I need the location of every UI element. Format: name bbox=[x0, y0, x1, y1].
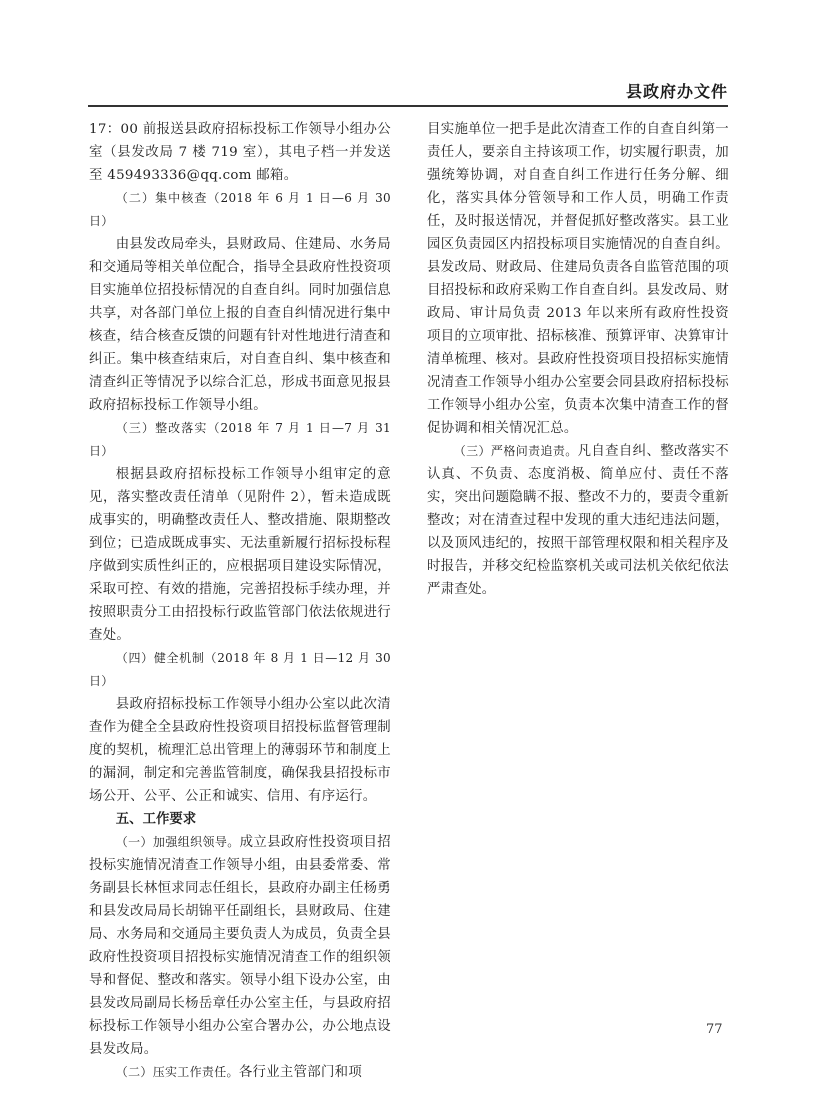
section-date: （2018 年 7 月 1 日—7 月 31 日） bbox=[89, 421, 391, 458]
item-label: （二）压实工作责任。 bbox=[115, 1065, 239, 1079]
section-date: （2018 年 8 月 1 日—12 月 30 日） bbox=[89, 651, 391, 688]
header-rule bbox=[88, 105, 728, 107]
section-label: （四）健全机制 bbox=[115, 651, 205, 665]
section-date: （2018 年 6 月 1 日—6 月 30 日） bbox=[89, 191, 391, 228]
section-heading-rectification bbox=[89, 417, 391, 463]
header-title: 县政府办文件 bbox=[625, 82, 728, 101]
item-text: 成立县政府性投资项目招投标实施情况清查工作领导小组，由县委常委、常务副县长林恒求同志任组长，县政府办副主任杨勇和县发改局局长胡锦平任副组长，县财政局、住建局、水务局和交通局主要负责人为成员，负责全县政府性投资项目招投标实施情况清查工作的组织领导和督促、整改和落实。领导小组下设办公室，由县发改局副局长杨岳章任办公室主任，与县政府招标投标工作领导小组办公室合署办公，办公地点设县发改局。 bbox=[89, 835, 391, 1057]
paragraph: 目实施单位一把手是此次清查工作的自查自纠第一责任人，要亲自主持该项工作，切实履行职责，加强统筹协调，对自查自纠工作进行任务分解、细化，落实具体分管领导和工作人员，明确工作责任，及时报送情况，并督促抓好整改落实。县工业园区负责园区内招投标项目实施情况的自查自纠。县发改局、财政局、住建局负责各自监管范围的项目招投标和政府采购工作自查自纠。县发改局、财政局、审计局负责 2013 年以来所有政府性投资项目的立项审批、招标核准、预算评审、决算审计清单梳理、核对。县政府性投资项目投招标实施情况清查工作领导小组办公室要会同县政府招标投标工作领导小组办公室，负责本次集中清查工作的督促协调和相关情况汇总。 bbox=[427, 122, 729, 436]
item-text: 凡自查自纠、整改落实不认真、不负责、态度消极、简单应付、责任不落实，突出问题隐瞒不报、整改不力的，要责令重新整改；对在清查过程中发现的重大违纪违法问题，以及顶风违纪的，按照干部管理权限和相关程序及时报告，并移交纪检监察机关或司法机关依纪依法严肃查处。 bbox=[427, 444, 729, 597]
item-label: （三）严格问责追责。 bbox=[453, 444, 578, 458]
section-label: （二）集中核查 bbox=[115, 191, 208, 205]
paragraph: 根据县政府招标投标工作领导小组审定的意见，落实整改责任清单（见附件 2），暂未造成既成事实的，明确整改责任人、整改措施、限期整改到位；已造成既成事实、无法重新履行招标投标程序做到实质性纠正的，应根据项目建设实际情况，采取可控、有效的措施，完善招投标手续办理，并按照职责分工由招投标行政监管部门依法依规进行查处。 bbox=[89, 467, 391, 643]
right-column bbox=[427, 118, 729, 601]
section-label: （三）整改落实 bbox=[115, 421, 208, 435]
section-heading-centralized-check bbox=[89, 187, 391, 233]
paragraph: 由县发改局牵头，县财政局、住建局、水务局和交通局等相关单位配合，指导全县政府性投资项目实施单位招投标情况的自查自纠。同时加强信息共享，对各部门单位上报的自查自纠情况进行集中核查，结合核查反馈的问题有针对性地进行清查和纠正。集中核查结束后，对自查自纠、集中核查和清查纠正等情况予以综合汇总，形成书面意见报县政府招标投标工作领导小组。 bbox=[89, 237, 391, 413]
left-column bbox=[89, 118, 391, 1084]
paragraph: 17：00 前报送县政府招标投标工作领导小组办公室（县发改局 7 楼 719 室），其电子档一并发送至 459493336@qq.com 邮箱。 bbox=[89, 122, 391, 183]
page-number: 77 bbox=[706, 1022, 723, 1037]
section-heading-work-requirements: 五、工作要求 bbox=[115, 812, 197, 827]
paragraph bbox=[89, 1061, 391, 1084]
item-text: 各行业主管部门和项 bbox=[238, 1065, 363, 1080]
section-heading-mechanism bbox=[89, 647, 391, 693]
paragraph bbox=[89, 831, 391, 1061]
paragraph bbox=[427, 440, 729, 601]
item-label: （一）加强组织领导。 bbox=[115, 835, 240, 849]
paragraph: 县政府招标投标工作领导小组办公室以此次清查作为健全全县政府性投资项目招投标监督管理制度的契机，梳理汇总出管理上的薄弱环节和制度上的漏洞，制定和完善监管制度，确保我县招投标市场公开、公平、公正和诚实、信用、有序运行。 bbox=[89, 697, 391, 804]
